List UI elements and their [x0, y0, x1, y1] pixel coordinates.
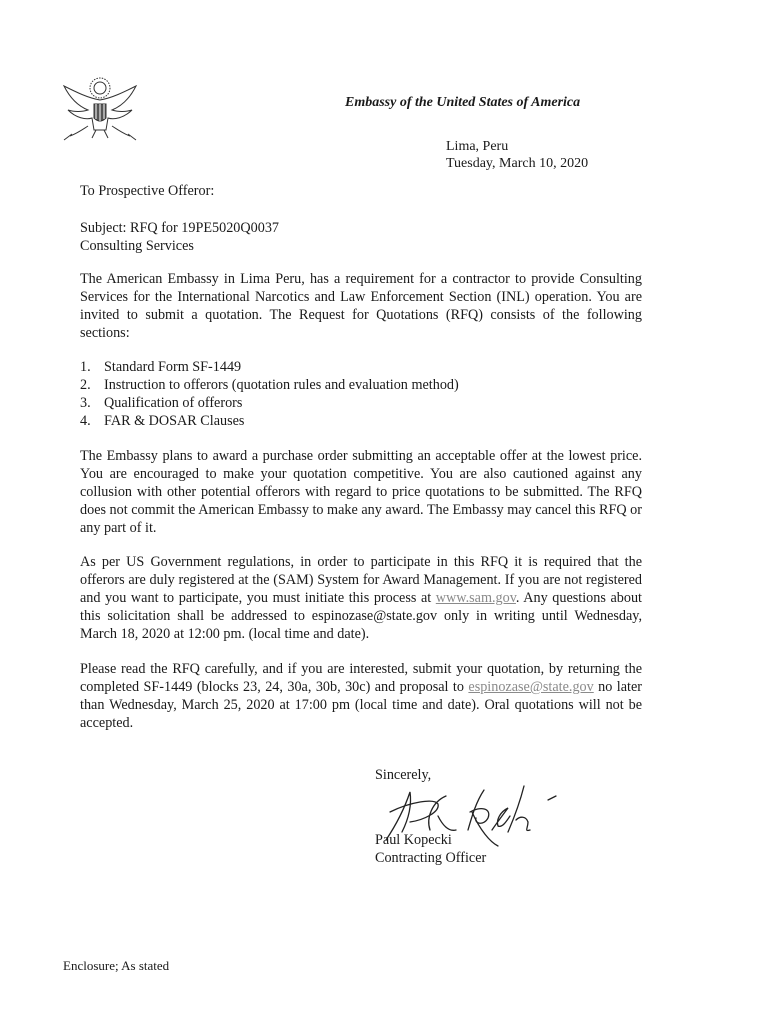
list-item [80, 358, 459, 376]
signer-block [375, 831, 486, 867]
list-number: 3. [80, 395, 91, 411]
submission-text: Please read the RFQ carefully, and if you are interested, submit your quotation, by returning the completed SF-1449 (blocks 23, 24, 30a, 30b, 30c) and proposal to [80, 661, 642, 695]
subject [80, 219, 642, 255]
city: Lima, Peru [446, 139, 509, 154]
list-text: Standard Form SF-1449 [104, 359, 242, 375]
intro-paragraph: The American Embassy in Lima Peru, has a requirement for a contractor to provide Consulting Services for the International Narcotics and Law Enforcement Section (INL) operation. You are invited to submit a quotation. The Request for Quotations (RFQ) consists of the following sections: [80, 271, 642, 341]
registration-text: As per US Government regulations, in order to participate in this RFQ it is required that the offerors are duly registered at the (SAM) System for Award Management. If you are not registered and you want to participate, you must initiate this process at [80, 554, 642, 606]
email-link[interactable]: espinozase@state.gov [468, 679, 594, 695]
list-item [80, 376, 459, 394]
list-text: FAR & DOSAR Clauses [104, 413, 245, 429]
signer-name: Paul Kopecki [375, 832, 452, 848]
rfq-sections-list [80, 358, 459, 430]
subject-line: Subject: RFQ for 19PE5020Q0037 [80, 220, 280, 236]
submission-paragraph [80, 660, 642, 732]
registration-text-continued: . Any questions about this solicitation shall be addressed to espinozase@state.gov only in writing until Wednesday, March 18, 2020 at 12:00 pm. (local time and date). [80, 590, 642, 642]
list-number: 2. [80, 377, 91, 393]
salutation: To Prospective Offeror: [80, 183, 215, 199]
embassy-seal-icon [58, 74, 142, 150]
list-number: 4. [80, 413, 91, 429]
letter-date: Tuesday, March 10, 2020 [446, 156, 589, 171]
embassy-name: Embassy of the United States of America [345, 95, 581, 110]
award-paragraph: The Embassy plans to award a purchase order submitting an acceptable offer at the lowest price. You are encouraged to make your quotation competitive. You are also cautioned against any collusion with other potential offerors with regard to price quotations to be submitted. The RFQ does not commit the American Embassy to make any award. The Embassy may cancel this RFQ or any part of it. [80, 448, 642, 536]
list-text: Qualification of offerors [104, 395, 243, 411]
list-item [80, 394, 459, 412]
sam-link[interactable]: www.sam.gov [435, 590, 516, 606]
signer-title: Contracting Officer [375, 850, 487, 866]
registration-paragraph [80, 553, 642, 643]
closing-sincerely: Sincerely, [375, 767, 432, 783]
enclosure-note: Enclosure; As stated [63, 958, 170, 973]
list-text: Instruction to offerors (quotation rules and evaluation method) [104, 377, 459, 393]
list-number: 1. [80, 359, 91, 375]
submission-text-continued: no later than Wednesday, March 25, 2020 at 17:00 pm (local time and date). Oral quotations will not be accepted. [80, 679, 643, 731]
letter-place-date [446, 138, 588, 172]
subject-service: Consulting Services [80, 238, 194, 254]
list-item [80, 412, 459, 430]
